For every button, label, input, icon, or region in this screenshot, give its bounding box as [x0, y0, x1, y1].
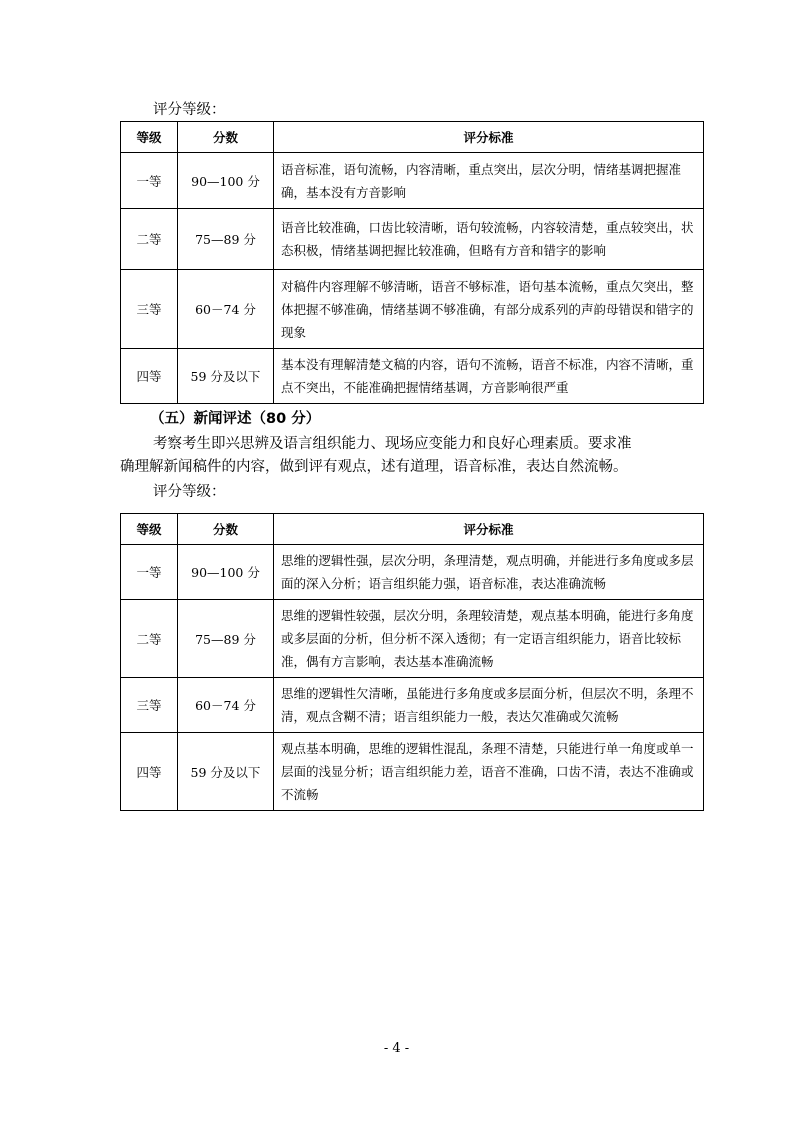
header-criteria: 评分标准 — [274, 122, 704, 153]
grade-cell: 二等 — [121, 600, 178, 678]
score-cell: 75—89 分 — [178, 600, 274, 678]
score-cell: 75—89 分 — [178, 209, 274, 270]
score-cell: 59 分及以下 — [178, 349, 274, 404]
grade-cell: 二等 — [121, 209, 178, 270]
table-header-row — [121, 514, 704, 545]
grading-label-1: 评分等级： — [153, 102, 226, 118]
criteria-cell: 思维的逻辑性强，层次分明，条理清楚，观点明确，并能进行多角度或多层面的深入分析；语言组织能力强，语音标准，表达准确流畅 — [274, 545, 704, 600]
header-score: 分数 — [178, 122, 274, 153]
header-criteria: 评分标准 — [274, 514, 704, 545]
section-heading: （五）新闻评述（80 分） — [150, 411, 321, 427]
table-row — [121, 733, 704, 811]
table-row — [121, 209, 704, 270]
table-row — [121, 153, 704, 209]
criteria-cell: 观点基本明确，思维的逻辑性混乱，条理不清楚，只能进行单一角度或单一层面的浅显分析；语言组织能力差，语音不准确，口齿不清，表达不准确或不流畅 — [274, 733, 704, 811]
grading-label-2: 评分等级： — [153, 484, 226, 500]
grading-table-2 — [120, 513, 704, 811]
paragraph-line-1: 考察考生即兴思辨及语言组织能力、现场应变能力和良好心理素质。要求准 — [153, 436, 632, 452]
score-cell: 90—100 分 — [178, 153, 274, 209]
paragraph-line-2: 确理解新闻稿件的内容，做到评有观点，述有道理，语音标准，表达自然流畅。 — [120, 459, 628, 475]
score-cell: 60－74 分 — [178, 678, 274, 733]
grade-cell: 三等 — [121, 270, 178, 349]
criteria-cell: 思维的逻辑性欠清晰，虽能进行多角度或多层面分析，但层次不明，条理不清，观点含糊不清；语言组织能力一般，表达欠准确或欠流畅 — [274, 678, 704, 733]
criteria-cell: 语音标准，语句流畅，内容清晰，重点突出，层次分明，情绪基调把握准确，基本没有方音影响 — [274, 153, 704, 209]
grade-cell: 三等 — [121, 678, 178, 733]
criteria-cell: 语音比较准确，口齿比较清晰，语句较流畅，内容较清楚，重点较突出，状态积极，情绪基调把握比较准确，但略有方音和错字的影响 — [274, 209, 704, 270]
table-row — [121, 545, 704, 600]
score-cell: 60－74 分 — [178, 270, 274, 349]
grade-cell: 四等 — [121, 349, 178, 404]
header-score: 分数 — [178, 514, 274, 545]
criteria-cell: 对稿件内容理解不够清晰，语音不够标准，语句基本流畅，重点欠突出，整体把握不够准确，情绪基调不够准确，有部分成系列的声韵母错误和错字的现象 — [274, 270, 704, 349]
score-cell: 90—100 分 — [178, 545, 274, 600]
grade-cell: 一等 — [121, 153, 178, 209]
table-row — [121, 349, 704, 404]
table-row — [121, 678, 704, 733]
table-row — [121, 270, 704, 349]
criteria-cell: 思维的逻辑性较强，层次分明，条理较清楚，观点基本明确，能进行多角度或多层面的分析，但分析不深入透彻；有一定语言组织能力，语音比较标准，偶有方言影响，表达基本准确流畅 — [274, 600, 704, 678]
page-number: - 4 - — [383, 1041, 410, 1056]
grading-table-1 — [120, 121, 704, 404]
criteria-cell: 基本没有理解清楚文稿的内容，语句不流畅，语音不标准，内容不清晰，重点不突出，不能准确把握情绪基调，方音影响很严重 — [274, 349, 704, 404]
score-cell: 59 分及以下 — [178, 733, 274, 811]
grade-cell: 四等 — [121, 733, 178, 811]
header-grade: 等级 — [121, 514, 178, 545]
header-grade: 等级 — [121, 122, 178, 153]
table-header-row — [121, 122, 704, 153]
grade-cell: 一等 — [121, 545, 178, 600]
table-row — [121, 600, 704, 678]
